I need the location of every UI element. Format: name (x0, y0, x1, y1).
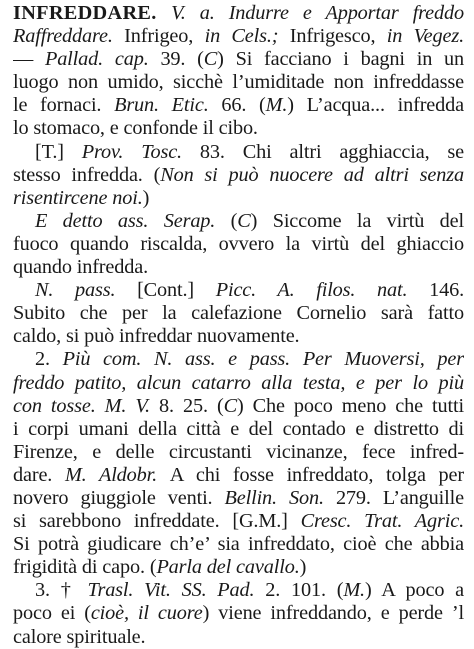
entry-text-line (13, 187, 464, 210)
italic-text: cioè, il cuore (90, 602, 203, 625)
italic-text: Più com. N. ass. e pass. Per Muoversi, per (62, 348, 464, 371)
text-run: [Cont.] (137, 279, 216, 302)
italic-text: M. (265, 94, 288, 117)
entry-text-line (13, 71, 464, 94)
entry-text-line (13, 372, 464, 395)
entry-text-line (13, 48, 464, 71)
text-run: caldo, si può infreddar nuovamente. (13, 325, 300, 348)
entry-first-line (13, 2, 464, 25)
entry-text-line (13, 418, 464, 441)
entry-text-line (13, 510, 464, 533)
text-run: [T.] (35, 140, 82, 163)
text-run: 83. Chi altri agghiaccia, se (199, 140, 464, 163)
entry-text-line (13, 348, 464, 371)
text-run: quando infredda. (13, 256, 149, 279)
italic-text: freddo patito, alcun catarro alla testa, e per lo più (13, 371, 464, 394)
entry-text-line (13, 164, 464, 187)
text-run: Infrigesco, (289, 25, 387, 48)
text-run: lo stomaco, e confonde il cibo. (13, 117, 258, 140)
text-run: 146. (429, 279, 464, 302)
text-run: Firenze, e delle circustanti vicinanze, fece infred- (13, 440, 464, 463)
text-run: 2. 101. ( (265, 579, 344, 602)
headword: INFREDDARE. (13, 2, 172, 24)
entry-text-line (13, 579, 464, 602)
italic-text: Trasl. Vit. SS. Pad. (87, 579, 266, 602)
text-run: ) (142, 186, 150, 209)
text-run: stesso infredda. ( (13, 163, 161, 186)
italic-text: E detto ass. Serap. (35, 209, 231, 232)
entry-text-line (13, 233, 464, 256)
italic-text: Raffreddare. (13, 25, 125, 48)
text-run: ) Siccome la virtù del (250, 209, 464, 232)
italic-text: Pallad. cap. (44, 48, 161, 71)
text-run: 3. † (35, 579, 88, 602)
text-run: poco ei ( (13, 602, 91, 625)
entry-text-line (13, 464, 464, 487)
text-run: Infrigeo, (124, 25, 205, 48)
entry-text-line (13, 487, 464, 510)
text-run: novero giuggiole venti. (13, 486, 225, 509)
italic-text: C (223, 394, 237, 417)
entry-text-line (13, 626, 464, 649)
text-run: 2. (35, 348, 63, 371)
entry-text-line (13, 25, 464, 48)
text-run: dare. (13, 463, 65, 486)
italic-text: risentircene noi. (13, 186, 143, 209)
italic-text: Non si può nuocere ad altri senza (160, 163, 464, 186)
text-run: ( (230, 209, 238, 232)
text-run: ) L’acqua... infredda (287, 94, 464, 117)
text-run: A chi fosse infreddato, tolga per (169, 463, 464, 486)
text-run: le fornaci. (13, 94, 115, 117)
italic-text: N. pass. (35, 279, 138, 302)
italic-text: C (237, 209, 251, 232)
italic-text: C (203, 48, 218, 71)
text-run: calore spirituale. (13, 625, 146, 648)
text-run: ) Che poco meno che tutti (236, 394, 464, 417)
text-run: ) A poco a (364, 579, 464, 602)
text-run: ) Si facciano i bagni in un (217, 48, 464, 71)
text-run: 8. 25. ( (159, 394, 224, 417)
text-run: luogo non umido, sicchè l’umiditade non infreddasse (13, 71, 464, 94)
entry-text-line (13, 395, 464, 418)
italic-text: Cresc. Trat. Agric. (300, 510, 464, 533)
italic-text: in Vegez. (386, 25, 464, 48)
text-run: fuoco quando riscalda, ovvero la virtù del ghiaccio (13, 232, 464, 255)
text-run: frigidità di capo. ( (13, 556, 157, 579)
text-run: si sarebbono infreddate. [G.M.] (13, 510, 301, 533)
entry-text-line (13, 533, 464, 556)
entry-text-line (13, 256, 464, 279)
entry-text-line (13, 141, 464, 164)
entry-text-line (13, 117, 464, 140)
entry-text-line (13, 441, 464, 464)
entry-text-line (13, 602, 464, 625)
italic-text: Picc. A. filos. nat. (215, 279, 430, 302)
text-run: 39. ( (160, 48, 204, 71)
entry-text-line (13, 325, 464, 348)
italic-text: M. (343, 579, 365, 602)
text-run: Subito che per la calefazione Cornelio sarà fatto (13, 302, 464, 325)
text-run: ) viene infreddando, e perde ’l (202, 602, 464, 625)
text-run: i corpi umani della città e del contado e distretto di (13, 417, 464, 440)
text-run: 66. ( (221, 94, 266, 117)
italic-text: Bellin. Son. (224, 486, 336, 509)
italic-text: con tosse. M. V. (13, 394, 160, 417)
entry-text-line (13, 210, 464, 233)
italic-text: in Cels.; (204, 25, 290, 48)
italic-text: Parla del cavallo. (156, 556, 300, 579)
italic-text: Brun. Etic. (114, 94, 222, 117)
italic-text: V. a. Indurre e Apportar freddo (171, 2, 464, 24)
entry-text-line (13, 279, 464, 302)
text-run: 279. L’anguille (335, 486, 464, 509)
entry-text-line (13, 556, 464, 579)
text-run: Si potrà giudicare ch’e’ sia infreddato, cioè che abbia (13, 533, 464, 556)
italic-text: Prov. Tosc. (81, 140, 200, 163)
entry-text-line (13, 94, 464, 117)
italic-text: M. Aldobr. (64, 463, 170, 486)
entry-text-line (13, 302, 464, 325)
text-run: ) (299, 556, 307, 579)
text-run: — (13, 48, 45, 71)
